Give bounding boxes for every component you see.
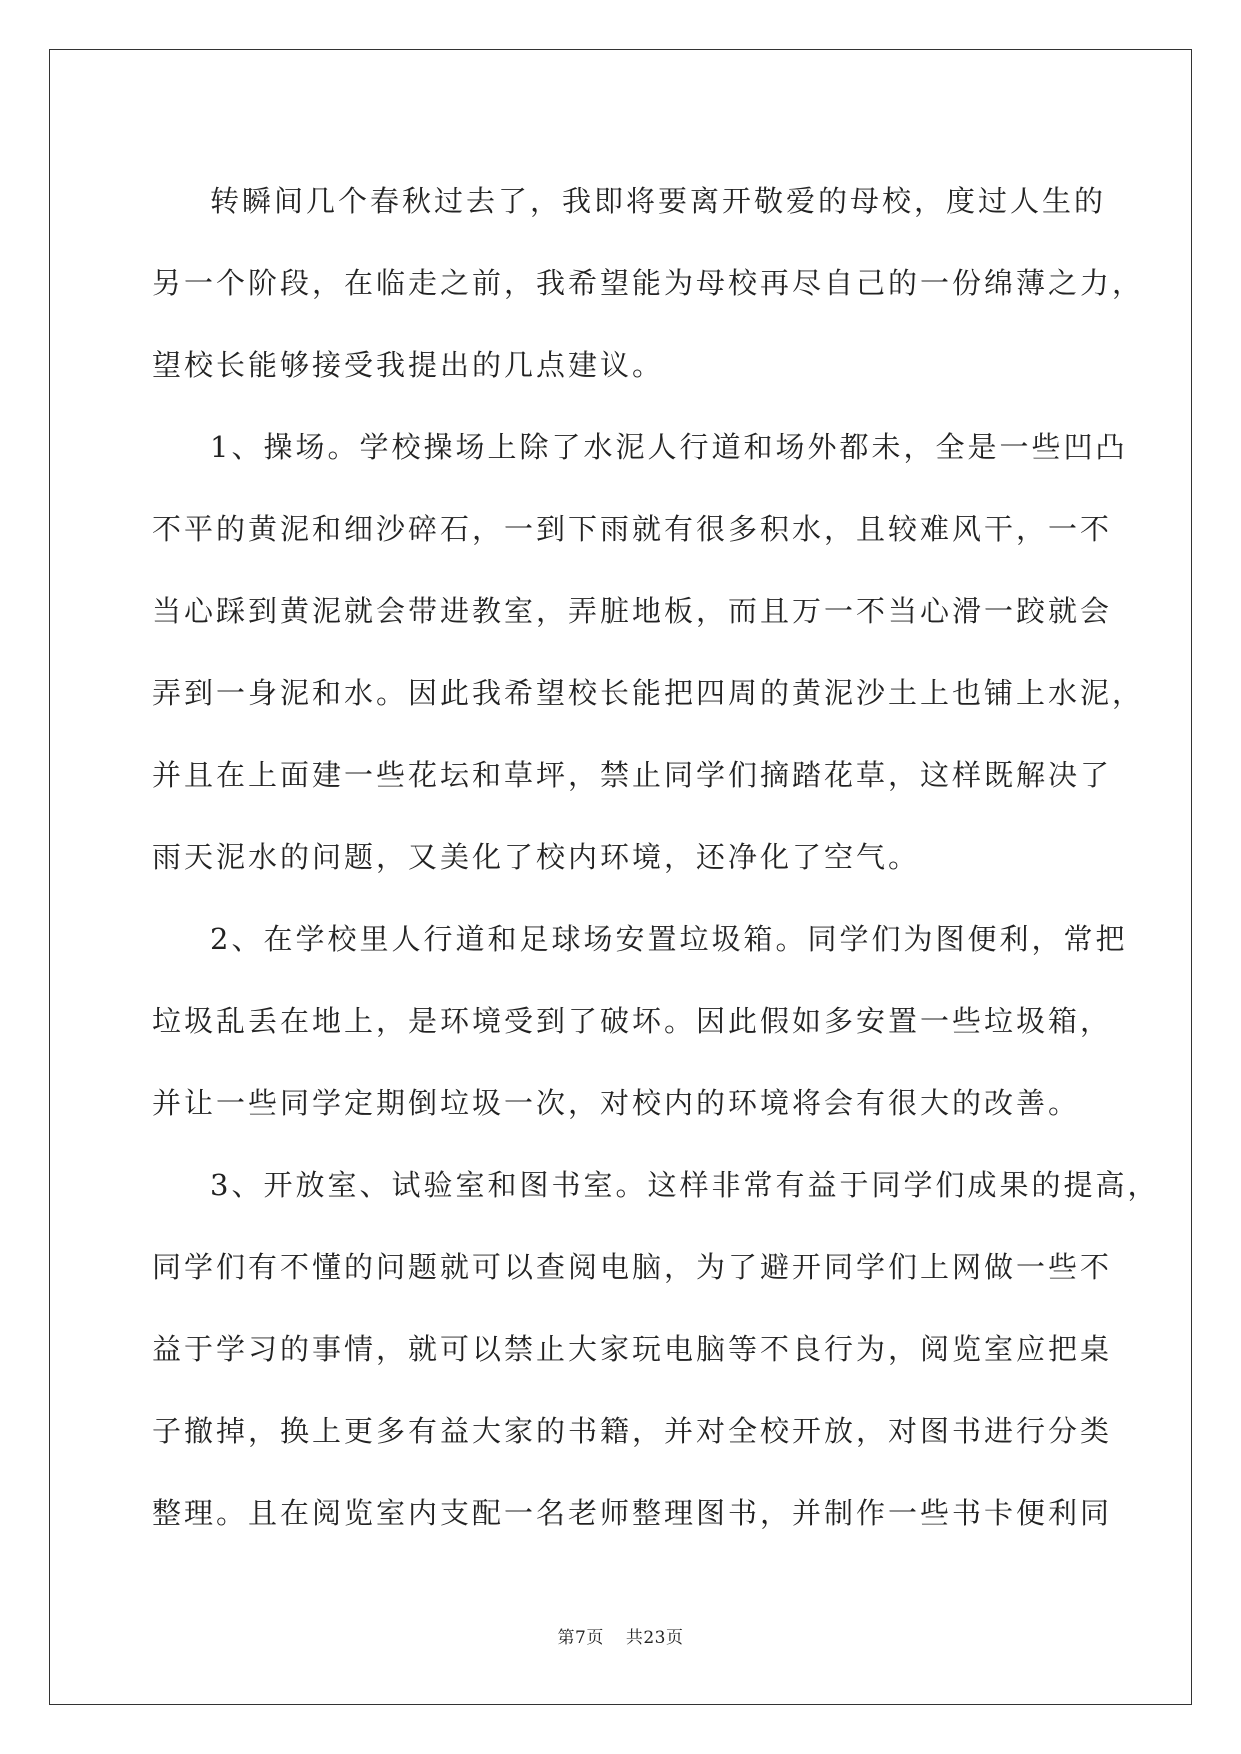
text-line: 雨天泥水的问题，又美化了校内环境，还净化了空气。	[152, 840, 921, 874]
text-line: 并且在上面建一些花坛和草坪，禁止同学们摘踏花草，这样既解决了	[152, 758, 1113, 792]
text-line: 3、开放室、试验室和图书室。这样非常有益于同学们成果的提高，	[210, 1168, 1160, 1202]
text-line: 2、在学校里人行道和足球场安置垃圾箱。同学们为图便利，常把	[210, 922, 1128, 956]
text-line: 望校长能够接受我提出的几点建议。	[152, 348, 665, 382]
paragraph-intro	[152, 160, 1145, 406]
text-line: 子撤掉，换上更多有益大家的书籍，并对全校开放，对图书进行分类	[152, 1414, 1113, 1448]
document-body	[152, 160, 1160, 1554]
paragraph-trash-bins	[152, 898, 1128, 1144]
text-line: 另一个阶段，在临走之前，我希望能为母校再尽自己的一份绵薄之力，	[152, 266, 1145, 300]
text-line: 益于学习的事情，就可以禁止大家玩电脑等不良行为，阅览室应把桌	[152, 1332, 1113, 1366]
text-line: 垃圾乱丢在地上，是环境受到了破坏。因此假如多安置一些垃圾箱，	[152, 1004, 1113, 1038]
page-number: 第7页	[557, 1628, 604, 1648]
text-line: 转瞬间几个春秋过去了，我即将要离开敬爱的母校，度过人生的	[210, 184, 1107, 218]
text-line: 1、操场。学校操场上除了水泥人行道和场外都未，全是一些凹凸	[210, 430, 1128, 464]
text-line: 同学们有不懂的问题就可以查阅电脑，为了避开同学们上网做一些不	[152, 1250, 1113, 1284]
text-line: 当心踩到黄泥就会带进教室，弄脏地板，而且万一不当心滑一跤就会	[152, 594, 1113, 628]
text-line: 并让一些同学定期倒垃圾一次，对校内的环境将会有很大的改善。	[152, 1086, 1081, 1120]
paragraph-library	[152, 1144, 1160, 1554]
page-footer	[0, 1623, 1241, 1648]
paragraph-playground	[152, 406, 1145, 898]
text-line: 整理。且在阅览室内支配一名老师整理图书，并制作一些书卡便利同	[152, 1496, 1113, 1530]
text-line: 不平的黄泥和细沙碎石，一到下雨就有很多积水，且较难风干，一不	[152, 512, 1113, 546]
page-total: 共23页	[625, 1628, 684, 1648]
text-line: 弄到一身泥和水。因此我希望校长能把四周的黄泥沙土上也铺上水泥，	[152, 676, 1145, 710]
